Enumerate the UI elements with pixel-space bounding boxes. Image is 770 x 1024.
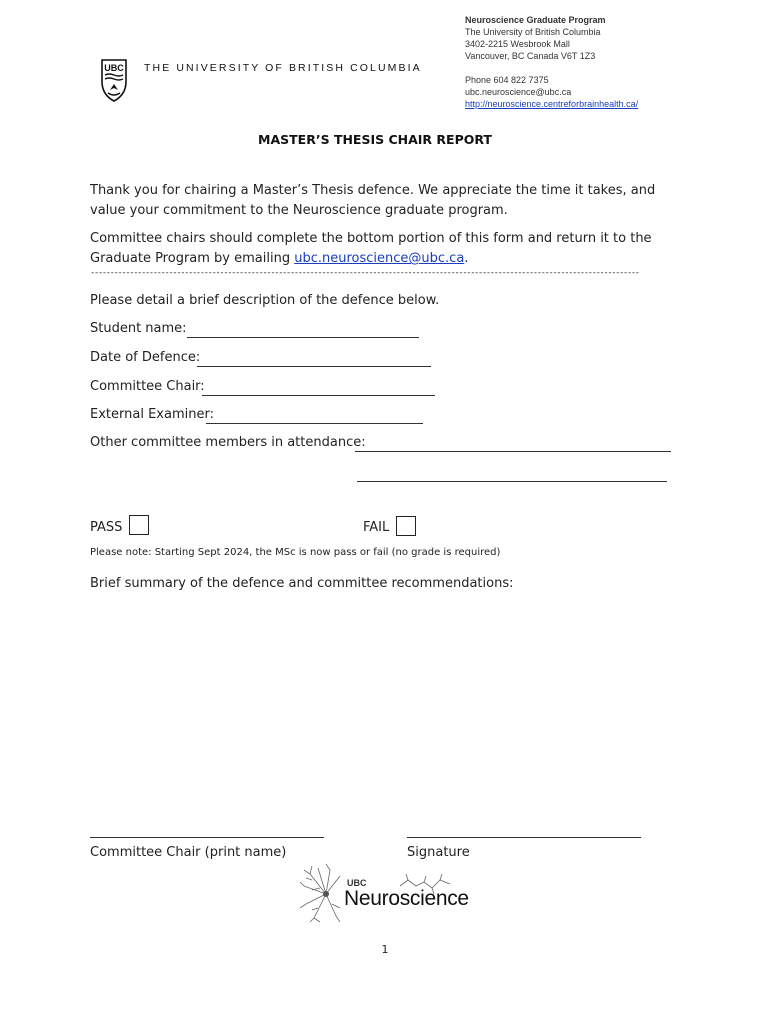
ubc-logo [100, 58, 128, 102]
grading-note: Please note: Starting Sept 2024, the MSc is now pass or fail (no grade is required) [90, 547, 501, 558]
program-name: Neuroscience Graduate Program [465, 15, 606, 25]
other-members-field[interactable] [355, 451, 671, 452]
page-number: 1 [381, 943, 389, 956]
program-address [465, 14, 638, 110]
address-line-1: The University of British Columbia [465, 27, 601, 37]
email-link[interactable]: ubc.neuroscience@ubc.ca [294, 251, 465, 266]
pass-label: PASS [90, 520, 123, 535]
other-members-field-2[interactable] [357, 481, 667, 482]
student-name-label: Student name: [90, 321, 187, 336]
date-of-defence-label: Date of Defence: [90, 350, 201, 365]
neuroscience-logo-ubc: UBC [347, 878, 367, 888]
external-examiner-field[interactable] [206, 423, 423, 424]
form-instruction: Please detail a brief description of the defence below. [90, 293, 440, 308]
committee-chair-label: Committee Chair: [90, 379, 205, 394]
student-name-field[interactable] [187, 337, 419, 338]
neuroscience-logo-word: Neuroscience [344, 887, 469, 910]
intro-text: Committee chairs should complete the bottom portion of this form and return it to the Graduate Program by emailing [90, 231, 652, 266]
chair-print-name-label: Committee Chair (print name) [90, 845, 287, 860]
fail-checkbox[interactable] [396, 516, 416, 536]
address-line-2: 3402-2215 Wesbrook Mall [465, 39, 570, 49]
address-line-3: Vancouver, BC Canada V6T 1Z3 [465, 51, 596, 61]
page-title: MASTER’S THESIS CHAIR REPORT [258, 132, 492, 147]
intro-period: . [464, 251, 469, 266]
cut-line-separator: -------------------------------------------------------------------------------------------------------------------------------------------- [90, 268, 639, 278]
intro-paragraph-1: Thank you for chairing a Master’s Thesis defence. We appreciate the time it takes, and value your commitment to the Neuroscience graduate program. [90, 183, 656, 218]
external-examiner-label: External Examiner: [90, 407, 214, 422]
svg-text:UBC: UBC [104, 63, 124, 73]
pass-checkbox[interactable] [129, 515, 149, 535]
website-link[interactable]: http://neuroscience.centreforbrainhealth.ca/ [465, 99, 639, 109]
summary-area[interactable] [90, 598, 680, 828]
summary-label: Brief summary of the defence and committee recommendations: [90, 576, 514, 591]
university-name: THE UNIVERSITY OF BRITISH COLUMBIA [144, 62, 422, 74]
other-members-label: Other committee members in attendance: [90, 435, 366, 450]
chair-print-name-field[interactable] [90, 837, 324, 838]
signature-field[interactable] [407, 837, 641, 838]
fail-label: FAIL [363, 520, 390, 535]
committee-chair-field[interactable] [202, 395, 435, 396]
signature-label: Signature [407, 845, 470, 860]
ubc-neuroscience-logo [300, 864, 475, 924]
date-of-defence-field[interactable] [197, 366, 431, 367]
contact-email: ubc.neuroscience@ubc.ca [465, 87, 572, 97]
ubc-crest-icon [100, 58, 128, 102]
phone-number: Phone 604 822 7375 [465, 75, 549, 85]
intro-paragraph-2 [90, 229, 690, 269]
